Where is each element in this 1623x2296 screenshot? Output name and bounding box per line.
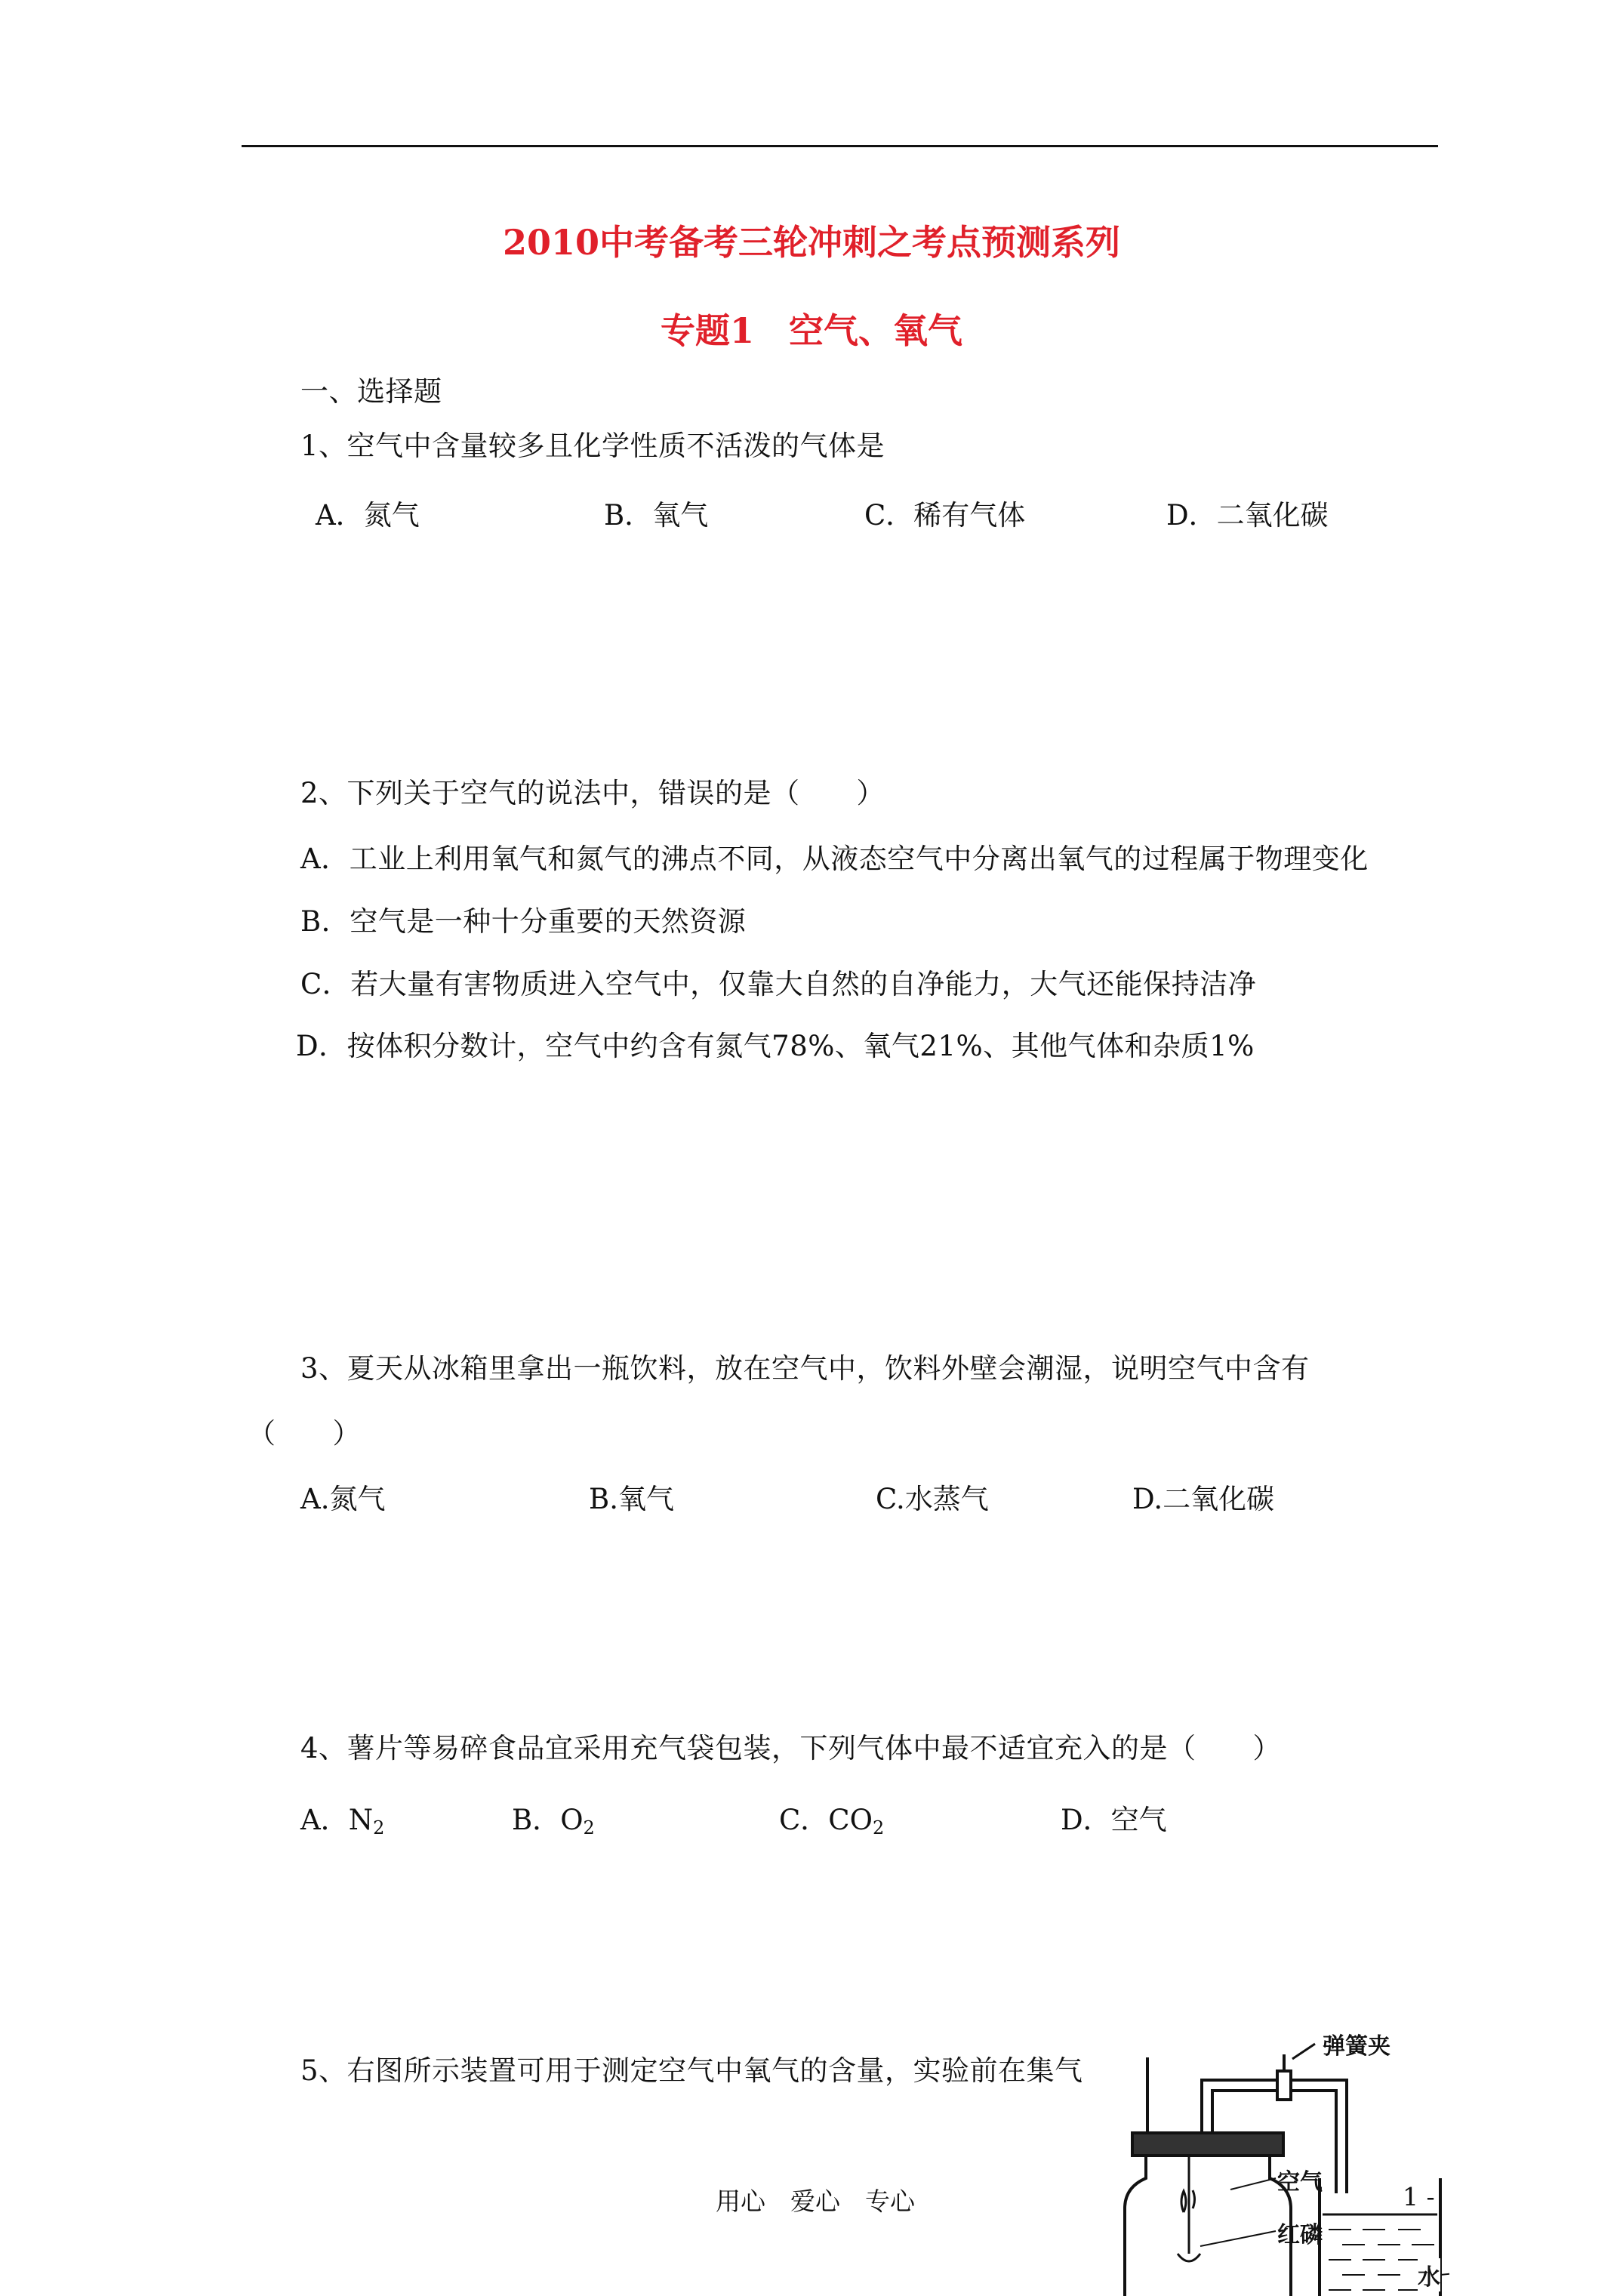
question-3-stem: 3、夏天从冰箱里拿出一瓶饮料，放在空气中，饮料外壁会潮湿，说明空气中含有 [300, 1352, 1310, 1385]
bottle-stopper [1132, 2133, 1283, 2156]
question-2-option-d: D．按体积分数计，空气中约含有氮气78%、氧气21%、其他气体和杂质1% [296, 1030, 1255, 1062]
page-number: 1 - [1403, 2182, 1435, 2211]
question-3-option-c: C.水蒸气 [876, 1483, 989, 1515]
combustion-spoon [1178, 2254, 1200, 2261]
question-2-stem: 2、下列关于空气的说法中，错误的是（ ） [300, 777, 885, 809]
spring-clip [1277, 2071, 1291, 2100]
question-3-option-d: D.二氧化碳 [1132, 1483, 1275, 1515]
label-red-phosphorus: 红磷 [1277, 2222, 1323, 2248]
question-3-option-a: A.氮气 [300, 1483, 386, 1515]
question-3-option-b: B.氧气 [589, 1483, 674, 1515]
question-5-stem: 5、右图所示装置可用于测定空气中氧气的含量，实验前在集气 [300, 2054, 1083, 2087]
question-1-option-d: D．二氧化碳 [1166, 499, 1329, 532]
question-4-stem: 4、薯片等易碎食品宜采用充气袋包装，下列气体中最不适宜充入的是（ ） [300, 1732, 1282, 1764]
question-2-option-a: A．工业上利用氧气和氮气的沸点不同，从液态空气中分离出氧气的过程属于物理变化 [300, 843, 1369, 875]
question-1-stem: 1、空气中含量较多且化学性质不活泼的气体是 [300, 430, 885, 462]
footer-motto: 用心 爱心 专心 [716, 2187, 915, 2216]
oxygen-measurement-apparatus-figure [1102, 2027, 1449, 2296]
gas-jar [1125, 2156, 1291, 2296]
question-4-option-b: B．$O_2$ [512, 1804, 595, 1838]
question-2-option-c: C．若大量有害物质进入空气中，仅靠大自然的自净能力，大气还能保持洁净 [300, 968, 1257, 1000]
header-rule [242, 145, 1438, 147]
question-4-option-d: D．空气 [1061, 1804, 1167, 1836]
label-spring-clip: 弹簧夹 [1323, 2033, 1390, 2060]
label-water: 水 [1418, 2258, 1440, 2291]
question-4-option-c: C．$CO_2$ [779, 1804, 885, 1838]
document-subtitle: 专题1 空气、氧气 [660, 310, 962, 351]
question-1-option-a: A．氮气 [316, 499, 420, 532]
question-4-option-a: A．$N_2$ [300, 1804, 385, 1838]
document-title: 2010中考备考三轮冲刺之考点预测系列 [502, 222, 1121, 263]
question-3-blank: （ ） [248, 1417, 361, 1450]
label-air: 空气 [1277, 2169, 1323, 2196]
apparatus-drawing [1102, 2027, 1449, 2296]
question-1-option-b: B．氧气 [604, 499, 709, 532]
section-heading: 一、选择题 [300, 375, 442, 408]
question-1-option-c: C．稀有气体 [864, 499, 1026, 532]
question-2-option-b: B．空气是一种十分重要的天然资源 [300, 905, 747, 938]
